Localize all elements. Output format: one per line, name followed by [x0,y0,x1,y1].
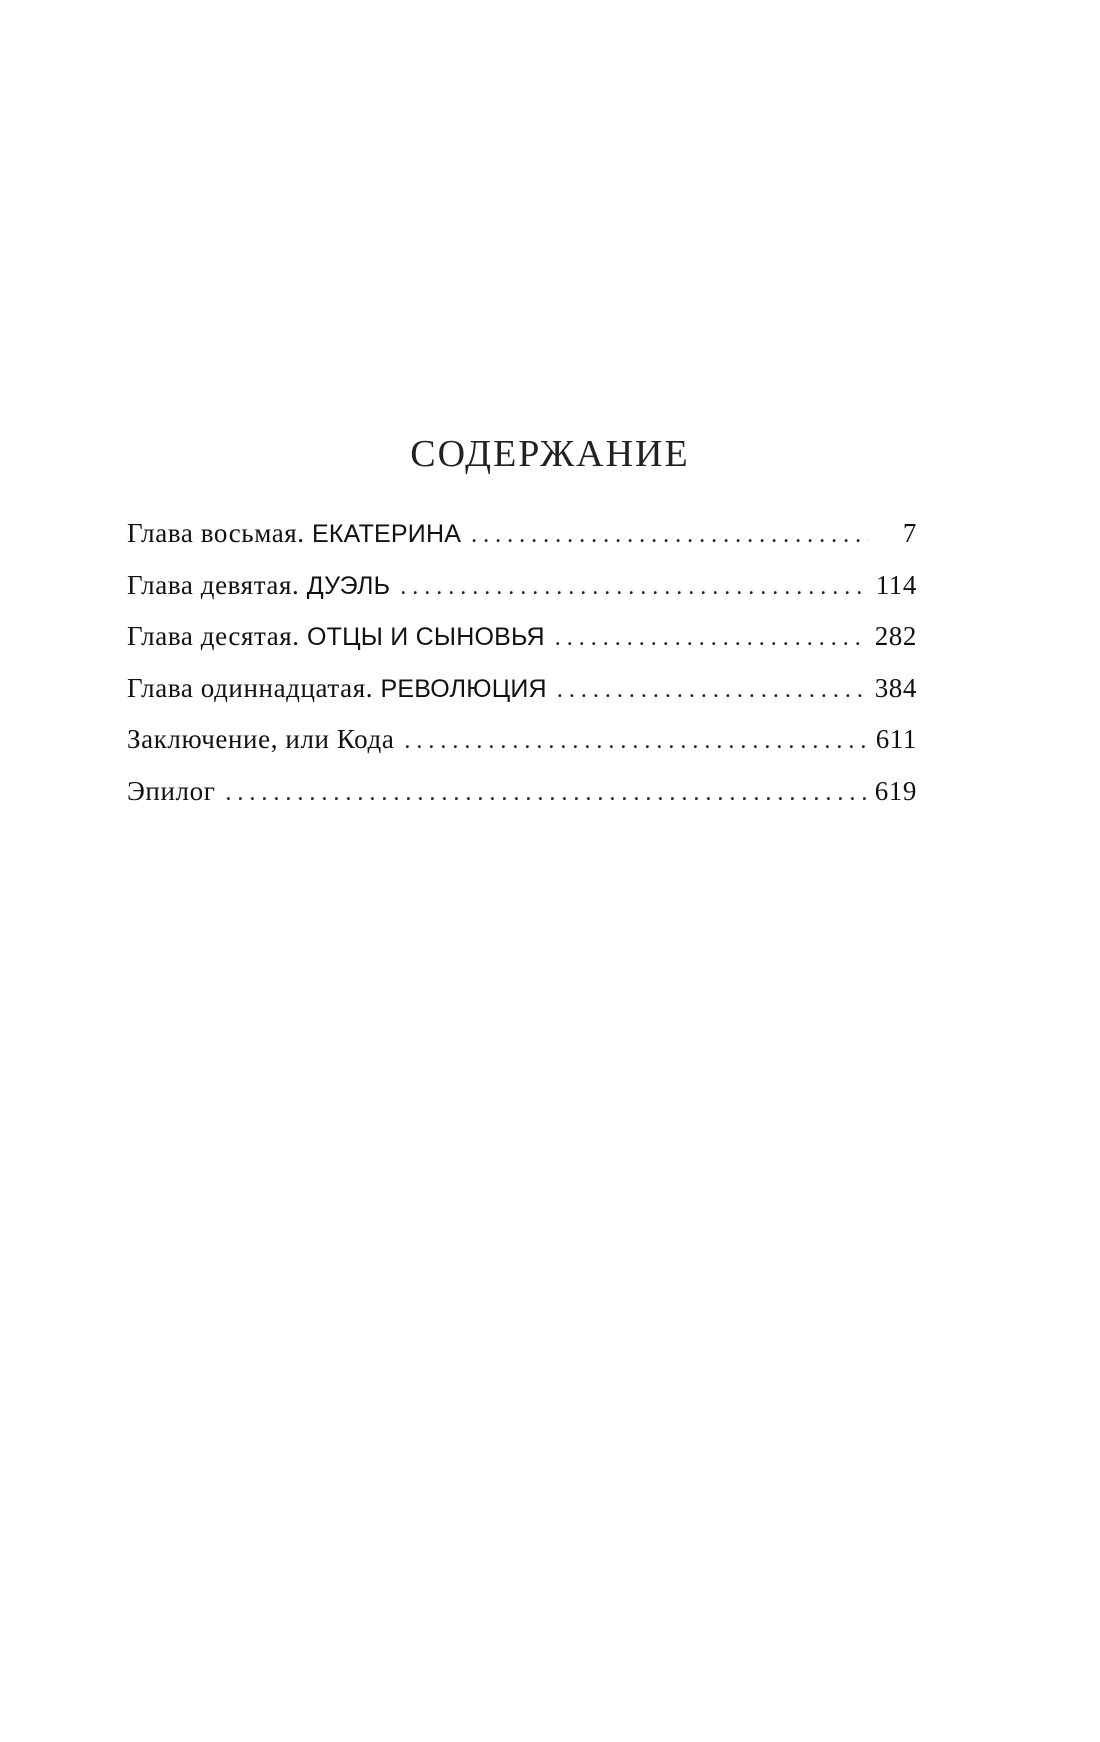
dot-leader [555,625,867,652]
toc-entry-label: Глава десятая. ОТЦЫ И СЫНОВЬЯ [127,621,545,652]
toc-entry-title: ЕКАТЕРИНА [312,520,462,548]
dot-leader [400,574,867,601]
toc-entry-title: РЕВОЛЮЦИЯ [380,674,547,703]
toc-entry-label: Глава одиннадцатая. РЕВОЛЮЦИЯ [127,672,547,703]
toc-entry-label: Заключение, или Кода [127,724,395,755]
toc-page-number: 611 [875,724,917,755]
toc-entry[interactable] [127,724,917,776]
toc-entry[interactable] [127,673,917,725]
toc-entry-label: Глава восьмая. ЕКАТЕРИНА [127,518,462,548]
toc-page-number: 7 [902,518,917,548]
toc-heading: СОДЕРЖАНИЕ [410,433,690,475]
toc-entry-label: Эпилог [127,775,216,806]
toc-entry-title: ОТЦЫ И СЫНОВЬЯ [307,623,545,652]
toc-entry[interactable] [127,518,917,570]
toc-page-number: 384 [874,672,917,703]
dot-leader [471,522,869,549]
toc-page-number: 619 [874,775,917,806]
toc-entry-title: ДУЭЛЬ [306,571,391,600]
toc-page-number: 114 [875,569,917,600]
toc-entry[interactable] [127,776,917,828]
dot-leader [404,728,867,755]
toc-entry[interactable] [127,570,917,622]
dot-leader [225,780,866,807]
toc-list [127,518,917,828]
toc-page-number: 282 [874,621,917,652]
dot-leader [557,677,867,704]
toc-entry-label: Глава девятая. ДУЭЛЬ [127,569,391,600]
toc-entry[interactable] [127,621,917,673]
